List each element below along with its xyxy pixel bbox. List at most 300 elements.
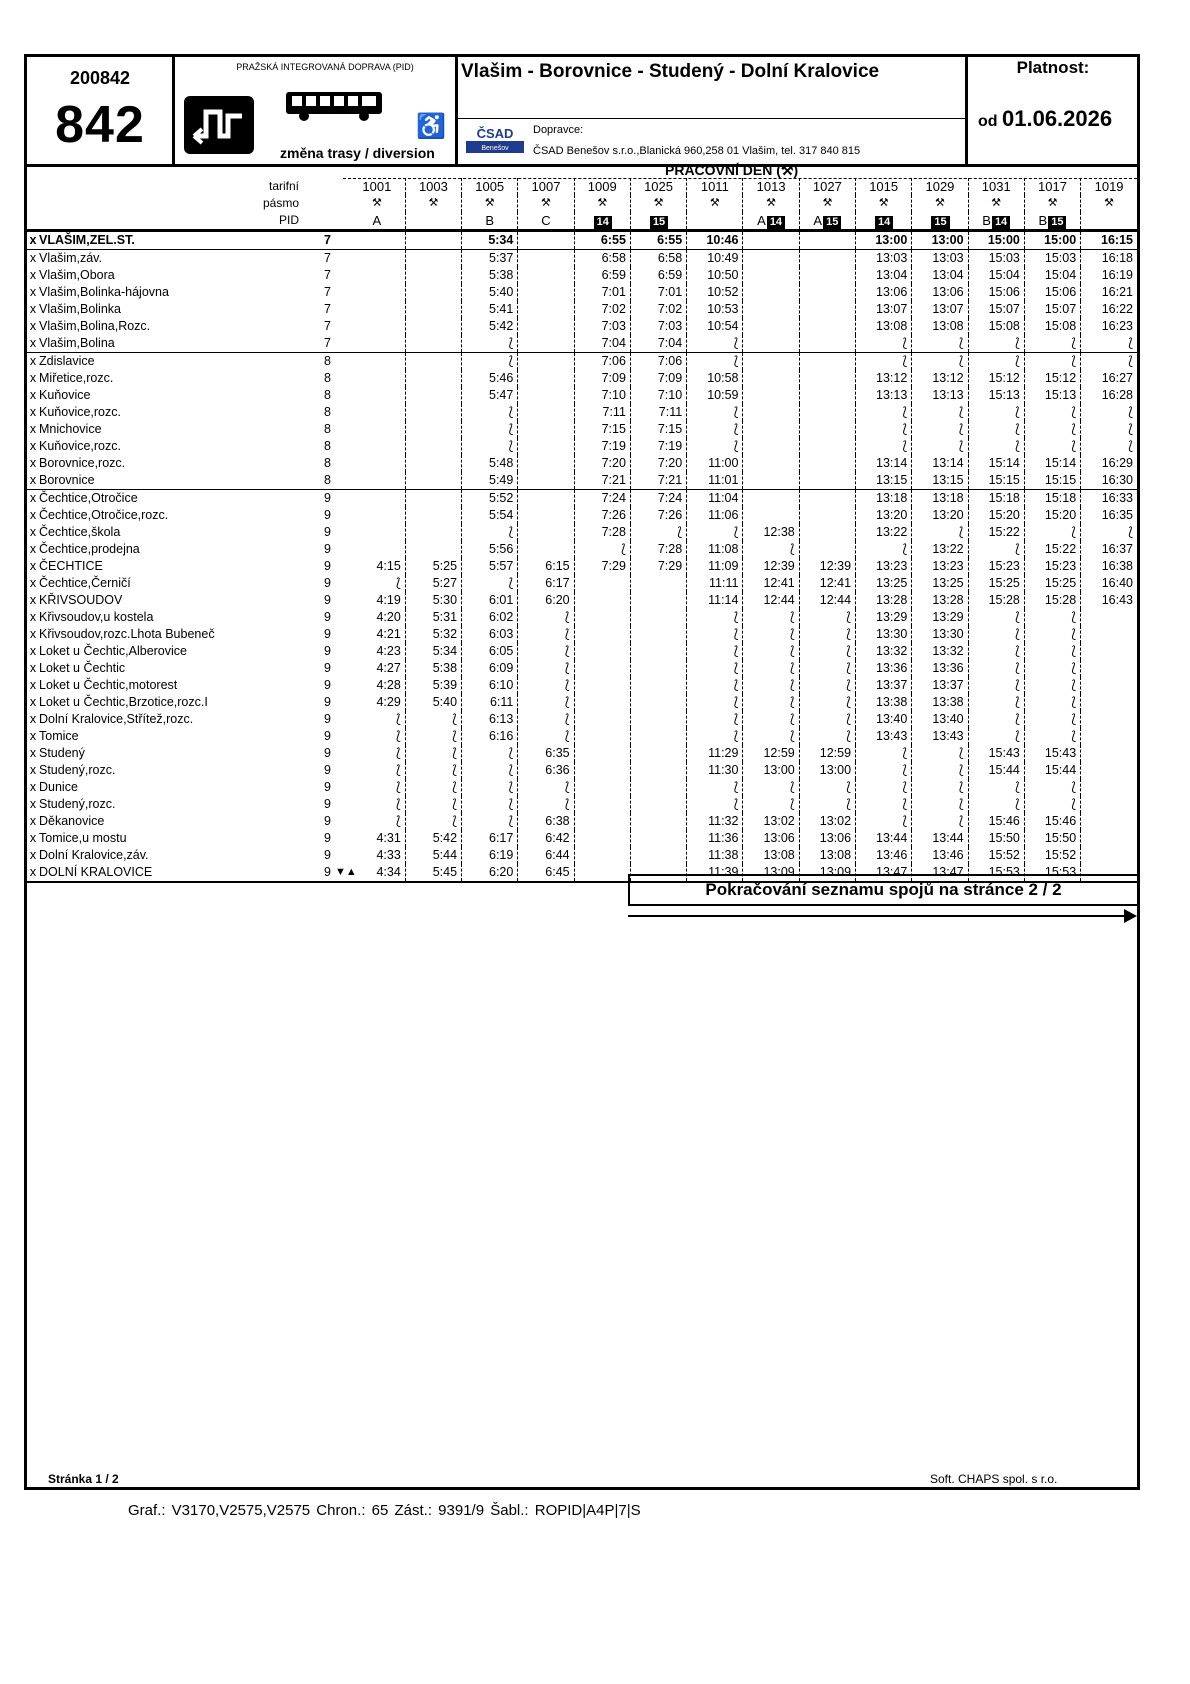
time-cell: ⟅ <box>518 660 574 677</box>
note-letter: B <box>1038 213 1048 228</box>
time-cell: 12:41 <box>743 575 799 592</box>
direction-arrows <box>335 626 349 643</box>
trip-number: 1017 <box>1024 178 1080 195</box>
time-cell <box>349 455 405 472</box>
time-cell: 15:28 <box>1024 592 1080 609</box>
time-cell: 15:52 <box>1024 847 1080 864</box>
time-cell: 6:01 <box>462 592 518 609</box>
time-cell: 11:36 <box>687 830 743 847</box>
time-cell: ⟅ <box>968 541 1024 558</box>
time-cell <box>574 626 630 643</box>
time-cell: 13:38 <box>856 694 912 711</box>
time-cell: 16:43 <box>1101 593 1133 607</box>
time-cell <box>630 728 686 745</box>
stop-zone: 9 <box>324 593 331 607</box>
time-cell <box>574 779 630 796</box>
time-cell: ⟅ <box>912 404 968 421</box>
direction-arrows <box>335 779 349 796</box>
stop-mark: x <box>27 490 39 508</box>
time-cell: 6:42 <box>518 830 574 847</box>
time-cell: ⟅ <box>405 711 461 728</box>
time-cell: ⟅ <box>799 626 855 643</box>
stop-mark: x <box>29 251 37 265</box>
time-cell: ⟅ <box>349 745 405 762</box>
time-cell: 13:37 <box>912 677 968 694</box>
time-cell: 15:43 <box>1024 745 1080 762</box>
time-cell: ⟅ <box>349 813 405 830</box>
time-cell: 13:44 <box>912 830 968 847</box>
trip-note <box>799 212 855 231</box>
time-cell: 12:44 <box>799 592 855 609</box>
time-cell: 7:19 <box>630 438 686 455</box>
table-row <box>27 301 1137 318</box>
time-cell: 10:53 <box>687 301 743 318</box>
time-cell <box>349 335 405 353</box>
time-cell: 13:09 <box>743 864 799 882</box>
time-cell: ⟅ <box>743 796 799 813</box>
time-cell <box>630 677 686 694</box>
table-row <box>27 813 1137 830</box>
trip-note <box>405 212 461 231</box>
stop-zone: 9 <box>324 780 331 794</box>
hammer-icon: ⚒ <box>799 195 855 212</box>
time-cell: 5:44 <box>405 847 461 864</box>
direction-arrows <box>335 711 349 728</box>
time-cell: 15:12 <box>1024 370 1080 387</box>
time-cell: 15:18 <box>968 490 1024 508</box>
time-cell: ⟅ <box>1024 421 1080 438</box>
stop-name: Dolní Kralovice,Střítež,rozc. <box>39 712 194 726</box>
time-cell: ⟅ <box>687 353 743 371</box>
trip-note <box>1081 212 1137 231</box>
stop-zone: 9 <box>303 864 335 882</box>
time-cell <box>574 711 630 728</box>
time-cell <box>405 438 461 455</box>
direction-arrows <box>335 404 349 421</box>
time-cell: 11:30 <box>687 762 743 779</box>
time-cell: ⟅ <box>1128 336 1133 350</box>
stop-name: Čechtice,škola <box>39 525 121 539</box>
time-cell: ⟅ <box>968 694 1024 711</box>
direction-arrows <box>335 677 349 694</box>
time-cell: ⟅ <box>1024 694 1080 711</box>
trip-note <box>968 212 1024 231</box>
table-row <box>27 830 1137 847</box>
spacer <box>335 178 349 195</box>
time-cell: 6:58 <box>574 250 630 268</box>
time-cell <box>630 813 686 830</box>
time-cell <box>630 830 686 847</box>
time-cell <box>799 490 855 508</box>
time-cell <box>574 575 630 592</box>
table-row <box>27 711 1137 728</box>
time-cell: 5:42 <box>462 318 518 335</box>
time-cell: ⟅ <box>856 353 912 371</box>
time-cell: ⟅ <box>856 779 912 796</box>
time-cell: 6:36 <box>518 762 574 779</box>
time-cell: ⟅ <box>856 796 912 813</box>
table-row <box>27 387 1137 404</box>
time-cell <box>518 524 574 541</box>
time-cell: 6:17 <box>462 830 518 847</box>
table-row <box>27 318 1137 335</box>
time-cell: 6:11 <box>462 694 518 711</box>
time-cell <box>1081 813 1137 830</box>
time-cell: 13:03 <box>856 250 912 268</box>
direction-arrows <box>335 455 349 472</box>
time-cell: 15:13 <box>968 387 1024 404</box>
hammer-icon: ⚒ <box>574 195 630 212</box>
time-cell: ⟅ <box>799 694 855 711</box>
hammer-icon: ⚒ <box>968 195 1024 212</box>
stop-mark: x <box>29 371 37 385</box>
time-cell: 6:05 <box>462 643 518 660</box>
time-cell: ⟅ <box>856 335 912 353</box>
direction-arrows <box>335 421 349 438</box>
time-cell: 6:15 <box>518 558 574 575</box>
time-cell: 16:30 <box>1101 473 1133 487</box>
time-cell: ⟅ <box>799 660 855 677</box>
time-cell: 7:20 <box>630 455 686 472</box>
time-cell: 13:13 <box>856 387 912 404</box>
time-cell <box>1081 609 1137 626</box>
stop-zone: 9 <box>324 559 331 573</box>
time-cell: 15:06 <box>968 284 1024 301</box>
hammer-icon: ⚒ <box>912 195 968 212</box>
table-row <box>27 779 1137 796</box>
arrow <box>628 915 1128 917</box>
time-cell: 6:16 <box>462 728 518 745</box>
time-cell: 16:19 <box>1101 268 1133 282</box>
time-cell: ⟅ <box>405 779 461 796</box>
direction-arrows <box>335 318 349 335</box>
time-cell <box>518 490 574 508</box>
time-cell: 10:59 <box>687 387 743 404</box>
stop-name: Kuňovice,rozc. <box>39 439 121 453</box>
trip-number: 1013 <box>743 178 799 195</box>
time-cell: ⟅ <box>968 353 1024 371</box>
time-cell <box>799 507 855 524</box>
stop-zone: 9 <box>324 576 331 590</box>
time-cell: 6:13 <box>462 711 518 728</box>
stop-mark: x <box>27 864 39 882</box>
table-row <box>27 762 1137 779</box>
stop-name: Loket u Čechtic <box>39 661 126 675</box>
trip-note <box>1024 212 1080 231</box>
trip-number: 1025 <box>630 178 686 195</box>
time-cell: 16:35 <box>1101 508 1133 522</box>
time-cell: 6:38 <box>518 813 574 830</box>
time-cell <box>405 353 461 371</box>
hammer-icon: ⚒ <box>462 195 518 212</box>
stop-zone: 7 <box>324 319 331 333</box>
time-cell: 15:08 <box>968 318 1024 335</box>
validity-label: Platnost: <box>1016 58 1090 77</box>
direction-arrows <box>335 541 349 558</box>
time-cell: ⟅ <box>912 438 968 455</box>
stop-zone: 8 <box>303 353 335 371</box>
time-cell: 13:32 <box>856 643 912 660</box>
divider <box>172 54 175 165</box>
time-cell <box>349 421 405 438</box>
time-cell: 5:40 <box>405 694 461 711</box>
time-cell: 13:30 <box>912 626 968 643</box>
time-cell: 15:15 <box>1024 472 1080 490</box>
time-cell: 15:46 <box>968 813 1024 830</box>
time-cell: ⟅ <box>1024 677 1080 694</box>
stop-zone: 9 <box>324 814 331 828</box>
time-cell: 5:30 <box>405 592 461 609</box>
time-cell: ⟅ <box>856 438 912 455</box>
time-cell: 7:29 <box>630 558 686 575</box>
time-cell <box>574 762 630 779</box>
time-cell <box>743 421 799 438</box>
time-cell: 7:20 <box>574 455 630 472</box>
table-row <box>27 267 1137 284</box>
time-cell: 5:37 <box>462 250 518 268</box>
table-row <box>27 609 1137 626</box>
stop-name: Děkanovice <box>39 814 105 828</box>
stop-mark: x <box>27 353 39 371</box>
time-cell: 13:32 <box>912 643 968 660</box>
time-cell: ⟅ <box>1128 422 1133 436</box>
time-cell: 11:11 <box>687 575 743 592</box>
time-cell: ⟅ <box>518 796 574 813</box>
time-cell: 13:04 <box>856 267 912 284</box>
time-cell: 15:44 <box>1024 762 1080 779</box>
time-cell: 11:08 <box>687 541 743 558</box>
time-cell: ⟅ <box>687 779 743 796</box>
time-cell <box>518 335 574 353</box>
time-cell: 5:34 <box>462 231 518 250</box>
time-cell: 13:12 <box>856 370 912 387</box>
time-cell <box>1081 728 1137 745</box>
time-cell: ⟅ <box>349 728 405 745</box>
time-cell: 13:13 <box>912 387 968 404</box>
time-cell <box>349 438 405 455</box>
csad-logo: ČSAD Benešov <box>466 127 524 153</box>
time-cell <box>799 455 855 472</box>
time-cell: 13:08 <box>912 318 968 335</box>
stop-zone: 7 <box>324 285 331 299</box>
day-type: PRACOVNÍ DEN (⚒) <box>665 162 799 178</box>
time-cell: 13:23 <box>856 558 912 575</box>
time-cell: ⟅ <box>349 711 405 728</box>
carrier-info: ČSAD Benešov s.r.o.,Blanická 960,258 01 Vlašim, tel. 317 840 815 <box>533 145 861 157</box>
time-cell: 13:02 <box>799 813 855 830</box>
stop-mark: x <box>29 319 37 333</box>
time-cell: ⟅ <box>743 677 799 694</box>
stop-zone: 8 <box>324 439 331 453</box>
time-cell: 15:52 <box>968 847 1024 864</box>
time-cell: 4:21 <box>349 626 405 643</box>
time-cell: 15:23 <box>968 558 1024 575</box>
time-cell <box>405 250 461 268</box>
table-row <box>27 231 1137 250</box>
time-cell: 13:18 <box>856 490 912 508</box>
time-cell <box>743 370 799 387</box>
time-cell <box>630 609 686 626</box>
time-cell: 7:11 <box>574 404 630 421</box>
time-cell: 12:41 <box>799 575 855 592</box>
time-cell: ⟅ <box>405 728 461 745</box>
table-row <box>27 575 1137 592</box>
time-cell: 16:21 <box>1101 285 1133 299</box>
time-cell <box>743 404 799 421</box>
time-cell <box>1081 762 1137 779</box>
time-cell: 13:08 <box>743 847 799 864</box>
time-cell: ⟅ <box>405 796 461 813</box>
time-cell: 15:25 <box>1024 575 1080 592</box>
time-cell: ⟅ <box>743 711 799 728</box>
time-cell: ⟅ <box>856 762 912 779</box>
time-cell <box>1081 779 1137 796</box>
time-cell: ⟅ <box>1024 779 1080 796</box>
time-cell: 11:38 <box>687 847 743 864</box>
time-cell <box>743 335 799 353</box>
time-cell: ⟅ <box>912 353 968 371</box>
time-cell <box>630 796 686 813</box>
time-cell <box>349 284 405 301</box>
hammer-icon: ⚒ <box>1104 197 1115 209</box>
stop-zone: 8 <box>324 473 331 487</box>
time-cell: 7:02 <box>574 301 630 318</box>
direction-arrows <box>335 301 349 318</box>
time-cell <box>349 231 405 250</box>
time-cell: 13:06 <box>799 830 855 847</box>
time-cell <box>349 541 405 558</box>
time-cell: 13:37 <box>856 677 912 694</box>
page-number: Stránka 1 / 2 <box>48 1472 119 1486</box>
time-cell: ⟅ <box>743 779 799 796</box>
stop-mark: x <box>29 576 37 590</box>
time-cell: 13:44 <box>856 830 912 847</box>
time-cell: ⟅ <box>462 421 518 438</box>
label-pid: PID <box>278 213 299 227</box>
time-cell: 5:57 <box>462 558 518 575</box>
direction-arrows <box>335 813 349 830</box>
time-cell: 13:38 <box>912 694 968 711</box>
time-cell <box>743 301 799 318</box>
hammer-icon: ⚒ <box>687 195 743 212</box>
time-cell: 15:07 <box>968 301 1024 318</box>
trip-note <box>462 212 518 231</box>
stop-zone: 7 <box>324 251 331 265</box>
time-cell: 13:43 <box>856 728 912 745</box>
time-cell: ⟅ <box>349 796 405 813</box>
time-cell: 7:24 <box>574 490 630 508</box>
time-cell: 13:28 <box>912 592 968 609</box>
time-cell: 16:38 <box>1101 559 1133 573</box>
time-cell: ⟅ <box>799 609 855 626</box>
time-cell: 6:59 <box>574 267 630 284</box>
time-cell <box>743 231 799 250</box>
time-cell <box>349 524 405 541</box>
time-cell: 7:28 <box>630 541 686 558</box>
time-cell: ⟅ <box>687 694 743 711</box>
stop-name: Vlašim,Obora <box>39 268 115 282</box>
time-cell: 12:59 <box>799 745 855 762</box>
stop-mark: x <box>29 456 37 470</box>
time-cell: ⟅ <box>405 762 461 779</box>
time-cell <box>405 370 461 387</box>
time-cell: ⟅ <box>405 813 461 830</box>
time-cell: 5:40 <box>462 284 518 301</box>
time-cell <box>630 779 686 796</box>
note-box: 14 <box>875 216 893 229</box>
time-cell <box>518 404 574 421</box>
time-cell: ⟅ <box>687 438 743 455</box>
hammer-icon: ⚒ <box>856 195 912 212</box>
stop-zone: 9 <box>324 712 331 726</box>
time-cell: 7:06 <box>630 353 686 371</box>
time-cell: 15:23 <box>1024 558 1080 575</box>
direction-arrows <box>335 830 349 847</box>
direction-arrows <box>335 490 349 508</box>
time-cell: ⟅ <box>912 524 968 541</box>
time-cell: 7:02 <box>630 301 686 318</box>
time-cell: 13:36 <box>912 660 968 677</box>
trip-number: 1007 <box>518 178 574 195</box>
stop-zone: 9 <box>324 542 331 556</box>
table-row <box>27 660 1137 677</box>
stop-zone: 9 <box>324 763 331 777</box>
stop-name: Miřetice,rozc. <box>39 371 114 385</box>
time-cell <box>799 318 855 335</box>
time-cell <box>574 677 630 694</box>
stop-zone: 9 <box>324 525 331 539</box>
time-cell: 7:15 <box>630 421 686 438</box>
time-cell: 13:04 <box>912 267 968 284</box>
time-cell <box>799 231 855 250</box>
note-box: 15 <box>931 216 949 229</box>
direction-arrows <box>335 370 349 387</box>
time-cell: ⟅ <box>799 779 855 796</box>
time-cell: 15:46 <box>1024 813 1080 830</box>
time-cell: 10:58 <box>687 370 743 387</box>
direction-arrows <box>335 847 349 864</box>
time-cell: 13:14 <box>912 455 968 472</box>
time-cell <box>574 830 630 847</box>
time-cell <box>799 250 855 268</box>
note-box: 14 <box>767 216 785 229</box>
time-cell: 13:15 <box>912 472 968 490</box>
direction-arrows <box>335 728 349 745</box>
trip-number: 1005 <box>462 178 518 195</box>
bus-icon <box>284 90 384 122</box>
time-cell <box>518 284 574 301</box>
stop-zone: 9 <box>303 490 335 508</box>
time-cell: 13:29 <box>856 609 912 626</box>
trip-number: 1015 <box>856 178 912 195</box>
time-cell: ⟅ <box>630 524 686 541</box>
time-cell: ⟅ <box>912 335 968 353</box>
stop-mark: x <box>29 525 37 539</box>
stop-zone: 9 <box>324 644 331 658</box>
table-row <box>27 438 1137 455</box>
time-cell: 5:49 <box>462 472 518 490</box>
time-cell: 7:19 <box>574 438 630 455</box>
time-cell: ⟅ <box>968 438 1024 455</box>
time-cell: ⟅ <box>518 728 574 745</box>
time-cell: 7:21 <box>574 472 630 490</box>
time-cell: 15:25 <box>968 575 1024 592</box>
time-cell: ⟅ <box>912 762 968 779</box>
time-cell <box>799 421 855 438</box>
stop-mark: x <box>29 848 37 862</box>
stop-mark: x <box>29 661 37 675</box>
stop-name: Loket u Čechtic,motorest <box>39 678 178 692</box>
